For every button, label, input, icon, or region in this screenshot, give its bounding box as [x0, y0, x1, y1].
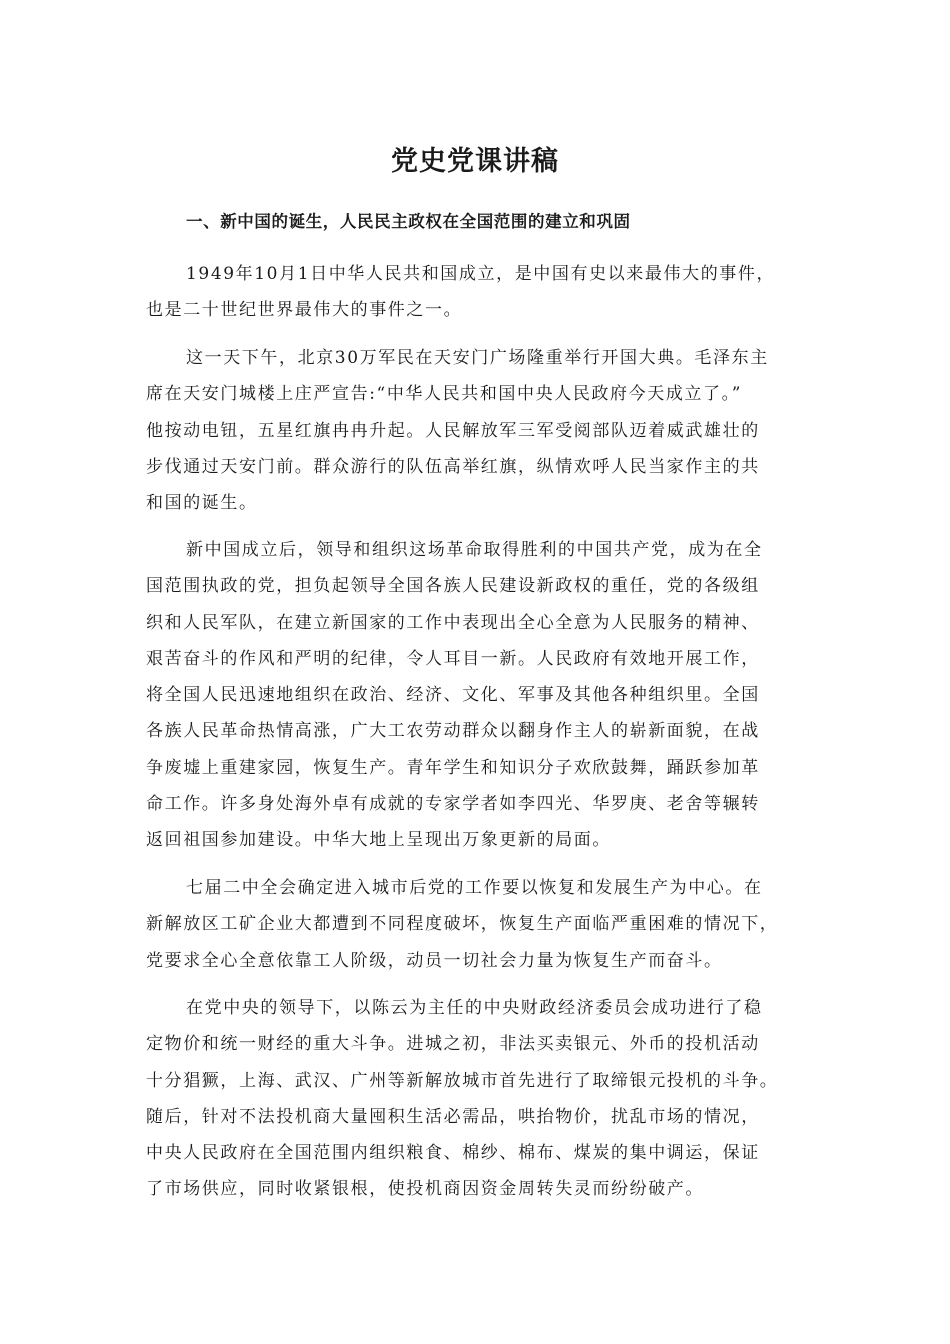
paragraph-line: 命工作。许多身处海外卓有成就的专家学者如李四光、华罗庚、老舍等辗转	[146, 794, 760, 815]
paragraph-line: 了市场供应，同时收紧银根，使投机商因资金周转失灵而纷纷破产。	[146, 1179, 704, 1200]
section-heading: 一、新中国的诞生，人民民主政权在全国范围的建立和巩固	[186, 212, 631, 231]
paragraph-line: 各族人民革命热情高涨，广大工农劳动群众以翻身作主人的崭新面貌，在战	[146, 721, 760, 742]
paragraph-line: 中央人民政府在全国范围内组织粮食、棉纱、棉布、煤炭的集中调运，保证	[146, 1143, 760, 1164]
paragraph-line: 步伐通过天安门前。群众游行的队伍高举红旗，纵情欢呼人民当家作主的共	[146, 456, 760, 477]
paragraph	[146, 256, 826, 329]
paragraph-line: 新中国成立后，领导和组织这场革命取得胜利的中国共产党，成为在全	[186, 540, 763, 560]
paragraph-line: 国范围执政的党，担负起领导全国各族人民建设新政权的重任，党的各级组	[146, 576, 760, 597]
paragraph-line: 定物价和统一财经的重大斗争。进城之初，非法买卖银元、外币的投机活动	[146, 1034, 760, 1055]
paragraph	[146, 532, 826, 859]
paragraph-line: 艰苦奋斗的作风和严明的纪律，令人耳目一新。人民政府有效地开展工作，	[146, 648, 760, 669]
paragraph-line: 返回祖国参加建设。中华大地上呈现出万象更新的局面。	[146, 830, 611, 851]
paragraph	[146, 990, 826, 1208]
paragraph	[146, 870, 826, 979]
paragraph-line: 他按动电钮，五星红旗冉冉升起。人民解放军三军受阅部队迈着威武雄壮的	[146, 420, 760, 441]
paragraph-line: 争废墟上重建家园，恢复生产。青年学生和知识分子欢欣鼓舞，踊跃参加革	[146, 757, 760, 778]
paragraph-line: 七届二中全会确定进入城市后党的工作要以恢复和发展生产为中心。在	[186, 878, 763, 898]
paragraph-line: 和国的诞生。	[146, 493, 258, 514]
paragraph-line: 将全国人民迅速地组织在政治、经济、文化、军事及其他各种组织里。全国	[146, 685, 760, 706]
paragraph-line: 织和人民军队，在建立新国家的工作中表现出全心全意为人民服务的精神、	[146, 612, 760, 633]
paragraph-line: 1949年10月1日中华人民共和国成立，是中国有史以来最伟大的事件，	[186, 264, 776, 284]
paragraph-line: 席在天安门城楼上庄严宣告:“中华人民共和国中央人民政府今天成立了。”	[146, 384, 743, 405]
paragraph-line: 在党中央的领导下，以陈云为主任的中央财政经济委员会成功进行了稳	[186, 998, 763, 1018]
paragraph-line: 随后，针对不法投机商大量囤积生活必需品，哄抬物价，扰乱市场的情况，	[146, 1106, 760, 1127]
paragraph-line: 这一天下午，北京30万军民在天安门广场隆重举行开国大典。毛泽东主	[186, 348, 769, 368]
paragraph-line: 党要求全心全意依靠工人阶级，动员一切社会力量为恢复生产而奋斗。	[146, 950, 723, 971]
paragraph	[146, 340, 826, 521]
document-title: 党史党课讲稿	[391, 146, 559, 177]
paragraph-line: 也是二十世纪世界最伟大的事件之一。	[146, 300, 463, 321]
paragraph-line: 新解放区工矿企业大都遭到不同程度破坏，恢复生产面临严重困难的情况下，	[146, 914, 779, 935]
paragraph-line: 十分猖獗，上海、武汉、广州等新解放城市首先进行了取缔银元投机的斗争。	[146, 1070, 779, 1091]
